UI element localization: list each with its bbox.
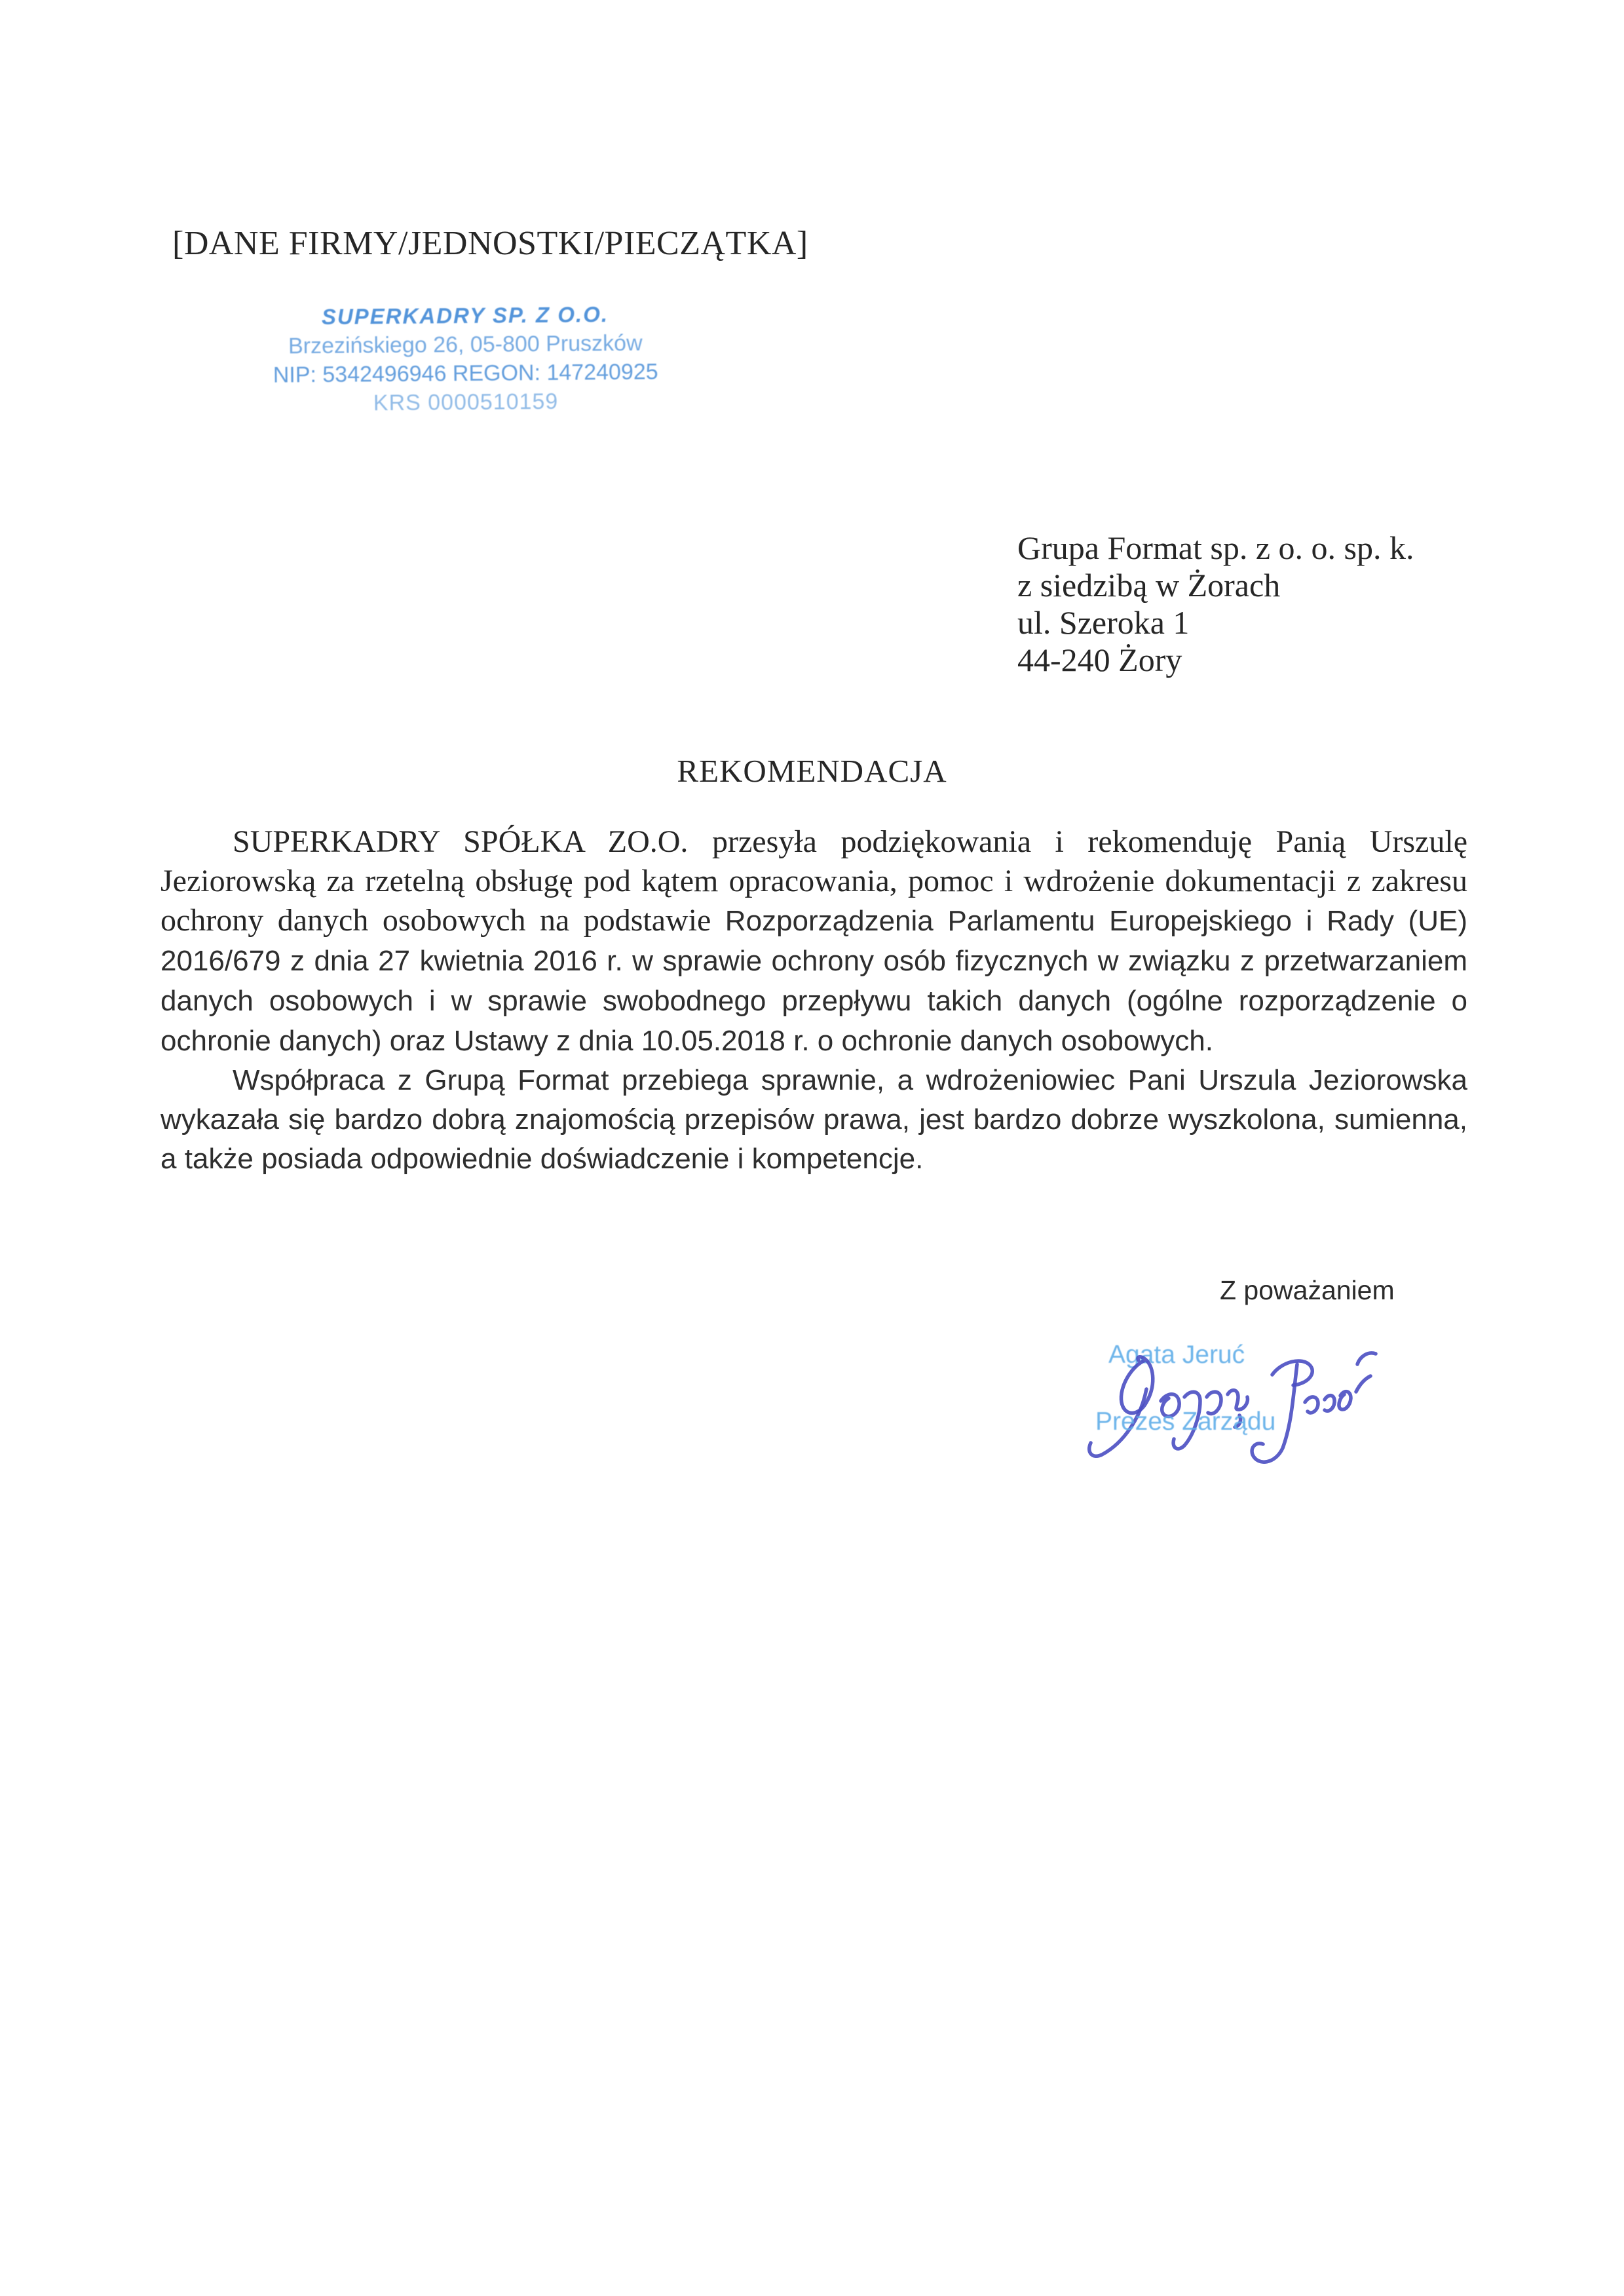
paragraph-1 bbox=[161, 822, 1467, 1061]
paragraph-1-serif-part: SUPERKADRY SPÓŁKA ZO.O. przesyła podziękowania i rekomenduję Panią Urszulę Jeziorowską za rzetelną obsługę pod kątem opracowania, pomoc i wdrożenie dokumentacji z zakresu ochrony danych osobowych na podstawie bbox=[161, 824, 1467, 938]
document-title: REKOMENDACJA bbox=[677, 753, 947, 789]
signer-name-stamp: Agata Jeruć bbox=[1108, 1341, 1245, 1369]
stamp-company-name: SUPERKADRY SP. Z O.O. bbox=[321, 302, 609, 329]
recipient-company: Grupa Format sp. z o. o. sp. k. bbox=[1017, 529, 1414, 566]
recipient-city: 44-240 Żory bbox=[1017, 641, 1182, 678]
valediction: Z poważaniem bbox=[1220, 1275, 1395, 1305]
recipient-address-block bbox=[1017, 529, 1414, 679]
company-ink-stamp bbox=[254, 299, 677, 419]
stamp-nip-regon: NIP: 5342496946 REGON: 147240925 bbox=[273, 359, 658, 388]
paragraph-1-sans-part: Rozporządzenia Parlamentu Europejskiego i Rady (UE) 2016/679 z dnia 27 kwietnia 2016 r. w sprawie ochrony osób fizycznych w związku z przetwarzaniem danych osobowych i w sprawie swobodnego przepływu takich danych (ogólne rozporządzenie o ochronie danych) oraz Ustawy z dnia 10.05.2018 r. o ochronie danych osobowych. bbox=[161, 905, 1467, 1057]
company-data-placeholder: [DANE FIRMY/JEDNOSTKI/PIECZĄTKA] bbox=[172, 225, 808, 262]
letter-body bbox=[161, 822, 1467, 1179]
recipient-seat: z siedzibą w Żorach bbox=[1017, 567, 1281, 603]
handwritten-signature bbox=[1061, 1324, 1389, 1481]
paragraph-2: Współpraca z Grupą Format przebiega sprawnie, a wdrożeniowiec Pani Urszula Jeziorowska wykazała się bardzo dobrą znajomością przepisów prawa, jest bardzo dobrze wyszkolona, sumienna, a także posiada odpowiednie doświadczenie i kompetencje. bbox=[161, 1064, 1467, 1175]
stamp-krs: KRS 0000510159 bbox=[373, 389, 559, 416]
signer-title-stamp: Prezes Zarządu bbox=[1095, 1407, 1276, 1436]
recipient-street: ul. Szeroka 1 bbox=[1017, 604, 1190, 641]
stamp-address: Brzezińskiego 26, 05-800 Pruszków bbox=[288, 330, 643, 359]
